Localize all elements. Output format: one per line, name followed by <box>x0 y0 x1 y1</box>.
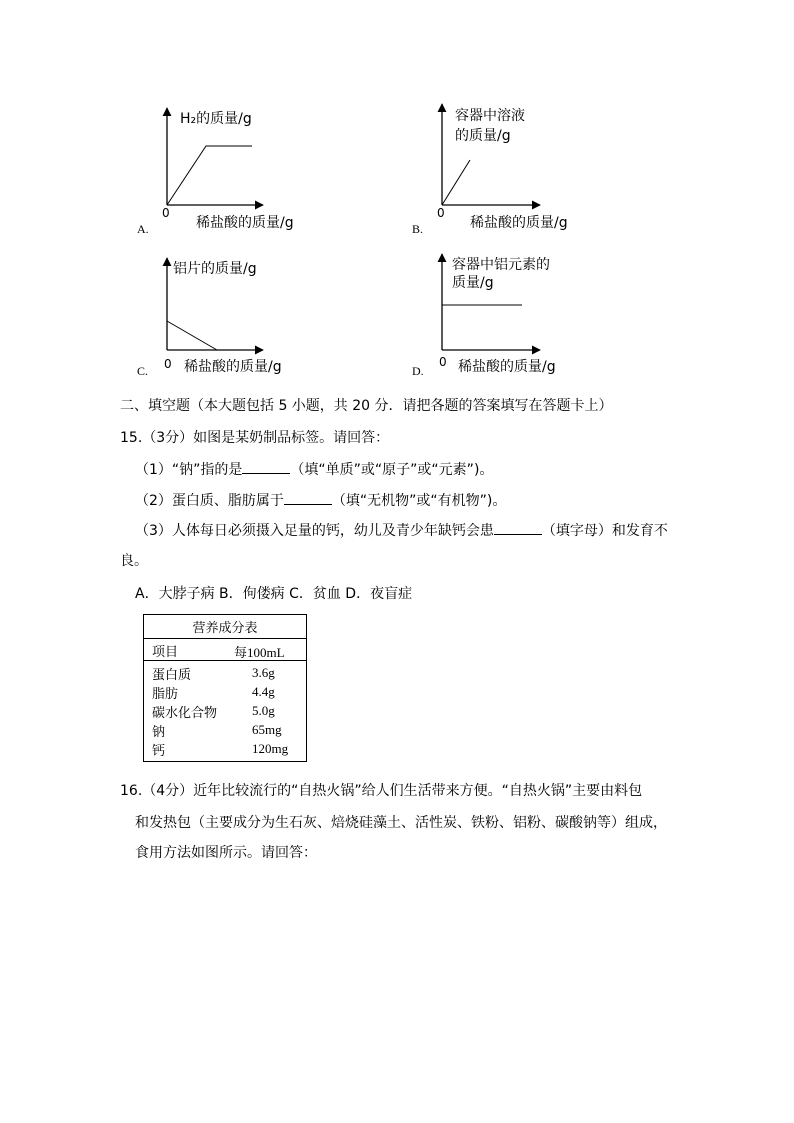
nutrition-row-name: 碳水化合物 <box>152 706 218 721</box>
q15-part3-cont: 良。 <box>120 553 148 569</box>
graph-d-xlabel: 稀盐酸的质量/g <box>458 359 556 375</box>
graph-a-origin: 0 <box>162 206 170 220</box>
q15-part1-post: （填“单质”或“原子”或“元素”)。 <box>290 462 494 478</box>
graph-b-origin: 0 <box>437 206 445 220</box>
q15-part3-post: （填字母）和发育不 <box>541 523 668 539</box>
q16-line1: 16.（4分）近年比较流行的“自热火锅”给人们生活带来方便。“自热火锅”主要由料包 <box>120 783 643 799</box>
nutrition-row-name: 蛋白质 <box>152 668 192 683</box>
graph-d-label: D. <box>412 364 424 378</box>
graph-d-origin: 0 <box>439 355 447 369</box>
q15-part2-blank[interactable] <box>284 492 332 505</box>
q15-stem: 15.（3分）如图是某奶制品标签。请回答： <box>120 430 390 446</box>
nutrition-row-name: 钙 <box>152 744 166 759</box>
graph-b-ylabel-line2: 的质量/g <box>455 128 511 144</box>
q15-part1-pre: （1）“钠”指的是 <box>135 462 243 478</box>
nutrition-header-item: 项目 <box>152 645 179 660</box>
nutrition-row-value: 4.4g <box>252 684 275 699</box>
q15-part3 <box>135 520 668 540</box>
nutrition-row-name: 钠 <box>152 725 166 740</box>
graph-a-label: A. <box>137 222 149 236</box>
graph-b-curve <box>442 160 470 205</box>
graph-a-curve <box>167 146 252 205</box>
nutrition-header-value: 每100mL <box>234 645 285 660</box>
section-heading: 二、填空题（本大题包括 5 小题，共 20 分．请把各题的答案填写在答题卡上） <box>120 398 613 414</box>
graph-a-ylabel: H₂的质量/g <box>180 111 252 127</box>
graph-b-xlabel: 稀盐酸的质量/g <box>470 215 568 231</box>
q15-options: A．大脖子病 B．佝偻病 C．贫血 D．夜盲症 <box>135 586 413 602</box>
q15-part3-pre: （3）人体每日必须摄入足量的钙，幼儿及青少年缺钙会患 <box>135 523 494 539</box>
graph-d-ylabel-line2: 质量/g <box>452 275 494 291</box>
q15-part2 <box>135 490 506 510</box>
nutrition-row-value: 65mg <box>252 722 282 737</box>
graph-d-ylabel-line1: 容器中铝元素的 <box>452 257 550 273</box>
q16-line3: 食用方法如图所示。请回答： <box>135 845 317 861</box>
graph-c-curve <box>167 321 217 350</box>
graph-b-ylabel-line1: 容器中溶液 <box>455 108 525 124</box>
q15-part2-pre: （2）蛋白质、脂肪属于 <box>135 493 284 509</box>
graph-c-ylabel: 铝片的质量/g <box>173 261 257 277</box>
nutrition-table-title: 营养成分表 <box>192 621 258 636</box>
q16-line2: 和发热包（主要成分为生石灰、焙烧硅藻土、活性炭、铁粉、铝粉、碳酸钠等）组成， <box>135 815 667 831</box>
nutrition-row-value: 5.0g <box>252 703 275 718</box>
nutrition-row-name: 脂肪 <box>152 687 179 702</box>
q15-part2-post: （填“无机物”或“有机物”)。 <box>331 493 507 509</box>
q15-part1-blank[interactable] <box>242 461 290 474</box>
graphs-svg <box>0 0 794 400</box>
graph-a-xlabel: 稀盐酸的质量/g <box>196 215 294 231</box>
graph-c-origin: 0 <box>164 357 172 371</box>
nutrition-row-value: 3.6g <box>252 665 275 680</box>
nutrition-row-value: 120mg <box>252 741 289 756</box>
nutrition-table <box>143 614 307 762</box>
q15-part3-blank[interactable] <box>494 522 542 535</box>
graph-b-label: B. <box>412 222 424 236</box>
graph-c-xlabel: 稀盐酸的质量/g <box>184 359 282 375</box>
q15-part1 <box>135 459 493 479</box>
graph-c-label: C. <box>137 364 149 378</box>
